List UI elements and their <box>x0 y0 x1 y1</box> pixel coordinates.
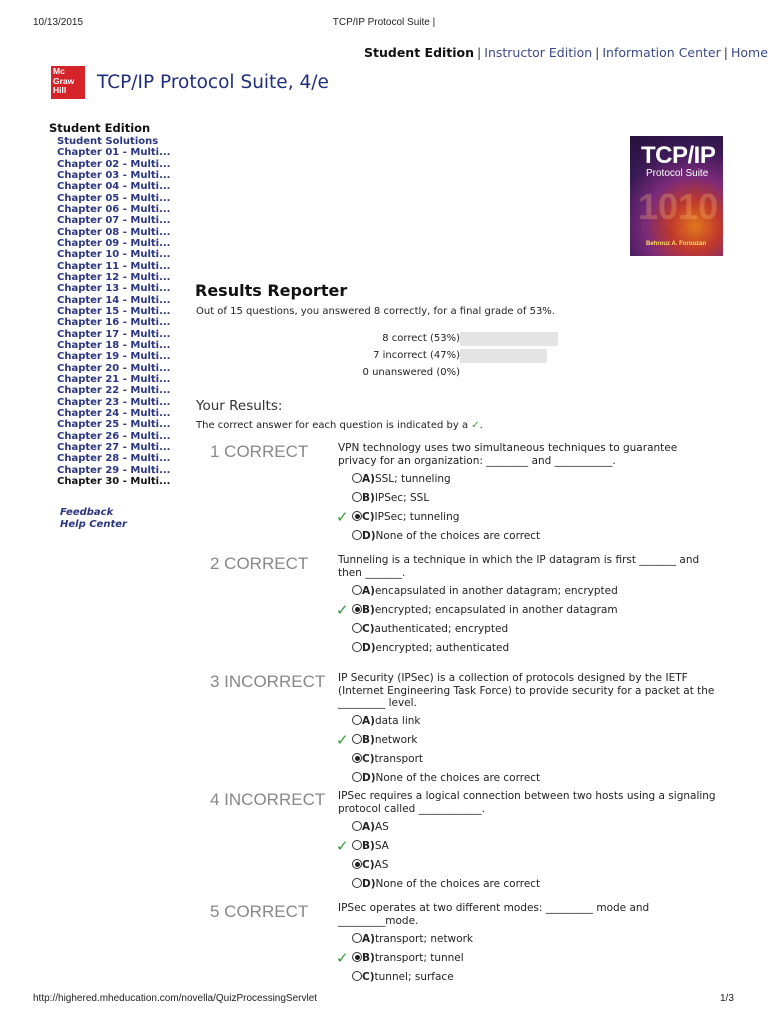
radio-button[interactable] <box>352 859 362 869</box>
question-text: IPSec operates at two different modes: _________ mode and _________mode. <box>338 902 650 927</box>
option-text: AS <box>374 821 389 833</box>
radio-button[interactable] <box>352 840 362 850</box>
print-title: TCP/IP Protocol Suite | <box>332 17 436 28</box>
sidebar-item-chapter-08[interactable]: Chapter 08 - Multi... <box>57 226 171 238</box>
correct-answer-legend: The correct answer for each question is indicated by a ✓. <box>196 420 483 431</box>
sidebar-item-chapter-25[interactable]: Chapter 25 - Multi... <box>57 419 171 431</box>
option-text: SA <box>374 840 389 852</box>
answer-option <box>352 492 429 504</box>
option-letter: D) <box>362 530 376 542</box>
option-letter: D) <box>362 878 376 890</box>
answer-option <box>352 623 508 635</box>
radio-button[interactable] <box>352 821 362 831</box>
option-letter: A) <box>362 821 375 833</box>
sidebar-item-chapter-23[interactable]: Chapter 23 - Multi... <box>57 396 171 408</box>
radio-button[interactable] <box>352 623 362 633</box>
sidebar-item-chapter-17[interactable]: Chapter 17 - Multi... <box>57 328 171 340</box>
print-date: 10/13/2015 <box>33 17 84 28</box>
answer-option <box>352 585 618 597</box>
answer-option <box>352 772 540 784</box>
correct-count: 8 correct (53%) <box>382 333 460 344</box>
answer-option <box>352 642 509 654</box>
book-cover-subtitle: Protocol Suite <box>646 168 709 179</box>
sidebar-edition-heading: Student Edition <box>49 121 151 135</box>
logo-line-3: Hill <box>53 85 67 95</box>
option-text: None of the choices are correct <box>375 772 541 784</box>
sidebar-item-chapter-05[interactable]: Chapter 05 - Multi... <box>57 192 171 204</box>
sidebar-item-chapter-11[interactable]: Chapter 11 - Multi... <box>57 260 171 272</box>
sidebar-item-chapter-02[interactable]: Chapter 02 - Multi... <box>57 158 171 170</box>
book-cover-image <box>630 136 723 256</box>
sidebar-item-chapter-28[interactable]: Chapter 28 - Multi... <box>57 453 171 465</box>
print-url: http://highered.mheducation.com/novella/QuizProcessingServlet <box>33 993 318 1004</box>
incorrect-bar <box>460 349 547 363</box>
sidebar-item-chapter-14[interactable]: Chapter 14 - Multi... <box>57 294 171 306</box>
sidebar-item-chapter-19[interactable]: Chapter 19 - Multi... <box>57 351 171 363</box>
option-text: None of the choices are correct <box>375 530 541 542</box>
mcgraw-hill-logo[interactable] <box>51 66 85 99</box>
question-status: 1 CORRECT <box>210 442 309 461</box>
chapter-list <box>49 147 179 487</box>
radio-button[interactable] <box>352 772 362 782</box>
sidebar-item-chapter-18[interactable]: Chapter 18 - Multi... <box>57 339 171 351</box>
radio-button[interactable] <box>352 473 362 483</box>
correct-answer-checkmark-icon: ✓ <box>336 949 349 967</box>
unanswered-count: 0 unanswered (0%) <box>362 367 460 378</box>
option-letter: C) <box>362 971 375 983</box>
your-results-heading: Your Results: <box>196 398 283 414</box>
print-page-number: 1/3 <box>720 993 734 1004</box>
option-letter: A) <box>362 585 375 597</box>
sidebar-item-chapter-07[interactable]: Chapter 07 - Multi... <box>57 215 171 227</box>
sidebar-item-chapter-04[interactable]: Chapter 04 - Multi... <box>57 181 171 193</box>
option-text: transport; tunnel <box>374 952 464 964</box>
option-text: tunnel; surface <box>374 971 454 983</box>
radio-button[interactable] <box>352 878 362 888</box>
sidebar-item-chapter-16[interactable]: Chapter 16 - Multi... <box>57 317 171 329</box>
option-letter: C) <box>362 623 375 635</box>
option-letter: B) <box>362 492 375 504</box>
sidebar-item-chapter-15[interactable]: Chapter 15 - Multi... <box>57 306 171 317</box>
logo-line-1: Mc <box>53 66 65 76</box>
option-letter: B) <box>362 952 375 964</box>
sidebar-item-chapter-01[interactable]: Chapter 01 - Multi... <box>57 147 171 159</box>
option-text: transport <box>374 753 424 765</box>
correct-answer-checkmark-icon: ✓ <box>336 837 349 855</box>
answer-option <box>352 840 389 852</box>
sidebar-item-chapter-22[interactable]: Chapter 22 - Multi... <box>57 385 171 397</box>
option-letter: A) <box>362 473 375 485</box>
sidebar-item-chapter-27[interactable]: Chapter 27 - Multi... <box>57 441 171 453</box>
option-letter: C) <box>362 511 375 523</box>
radio-button[interactable] <box>352 734 362 744</box>
sidebar-item-feedback[interactable]: Feedback <box>60 507 114 519</box>
radio-button[interactable] <box>352 933 362 943</box>
checkmark-icon: ✓ <box>471 420 480 431</box>
sidebar-item-chapter-29[interactable]: Chapter 29 - Multi... <box>57 464 171 476</box>
sidebar-item-chapter-06[interactable]: Chapter 06 - Multi... <box>57 204 171 216</box>
sidebar-item-chapter-21[interactable]: Chapter 21 - Multi... <box>57 373 171 385</box>
option-letter: C) <box>362 753 375 765</box>
option-letter: D) <box>362 642 376 654</box>
incorrect-count: 7 incorrect (47%) <box>373 350 460 361</box>
question-text: IPSec requires a logical connection between two hosts using a signaling protocol called ____________. <box>338 790 716 815</box>
answer-option <box>352 859 388 871</box>
option-text: IPSec; SSL <box>374 492 430 504</box>
radio-button[interactable] <box>352 642 362 652</box>
sidebar-item-help-center[interactable]: Help Center <box>60 519 127 531</box>
radio-button[interactable] <box>352 604 362 614</box>
answer-option <box>352 511 459 523</box>
option-letter: B) <box>362 734 375 746</box>
option-text: transport; network <box>374 933 473 945</box>
sidebar-item-chapter-03[interactable]: Chapter 03 - Multi... <box>57 170 171 182</box>
question-status: 5 CORRECT <box>210 902 309 921</box>
option-text: encrypted; encapsulated in another datagram <box>374 604 618 616</box>
book-cover-title: TCP/IP <box>641 142 716 169</box>
sidebar-item-student-solutions[interactable]: Student Solutions <box>57 136 159 147</box>
answer-option <box>352 604 618 616</box>
nav-information-center[interactable]: Information Center <box>602 45 721 60</box>
sidebar-item-chapter-20[interactable]: Chapter 20 - Multi... <box>57 362 171 374</box>
option-text: network <box>374 734 418 746</box>
option-letter: A) <box>362 933 375 945</box>
answer-option <box>352 473 451 485</box>
sidebar-item-chapter-26[interactable]: Chapter 26 - Multi... <box>57 430 171 442</box>
question-status: 4 INCORRECT <box>210 790 326 809</box>
option-text: SSL; tunneling <box>374 473 451 485</box>
answer-option <box>352 821 389 833</box>
option-letter: A) <box>362 715 375 727</box>
nav-instructor-edition[interactable]: Instructor Edition <box>484 45 593 60</box>
radio-button[interactable] <box>352 952 362 962</box>
radio-button[interactable] <box>352 492 362 502</box>
radio-button[interactable] <box>352 585 362 595</box>
radio-button[interactable] <box>352 715 362 725</box>
answer-option <box>352 734 417 746</box>
nav-home[interactable]: Home <box>730 45 768 60</box>
sidebar <box>49 121 179 531</box>
logo-line-2: Graw <box>53 75 75 86</box>
answer-option <box>352 878 540 890</box>
correct-answer-checkmark-icon: ✓ <box>336 731 349 749</box>
sidebar-item-chapter-13[interactable]: Chapter 13 - Multi... <box>57 283 171 295</box>
radio-button[interactable] <box>352 971 362 981</box>
question-text: IP Security (IPSec) is a collection of protocols designed by the IETF (Internet Engineering Task Force) to provide security for a packet at the _________ level. <box>338 672 715 709</box>
answer-option <box>352 933 473 945</box>
answer-option <box>352 952 464 964</box>
option-letter: C) <box>362 859 375 871</box>
question-status: 3 INCORRECT <box>210 672 326 691</box>
sidebar-item-chapter-24[interactable]: Chapter 24 - Multi... <box>57 407 171 419</box>
radio-button[interactable] <box>352 753 362 763</box>
correct-bar <box>460 332 558 346</box>
results-title: Results Reporter <box>195 281 348 300</box>
site-title: TCP/IP Protocol Suite, 4/e <box>97 72 329 93</box>
option-letter: B) <box>362 840 375 852</box>
answer-option <box>352 753 423 765</box>
answer-option <box>352 715 421 727</box>
option-letter: B) <box>362 604 375 616</box>
question-text: Tunneling is a technique in which the IP datagram is first _______ and then _______. <box>338 554 700 579</box>
option-text: encrypted; authenticated <box>375 642 510 654</box>
option-letter: D) <box>362 772 376 784</box>
answer-option <box>352 971 454 983</box>
option-text: IPSec; tunneling <box>374 511 460 523</box>
sidebar-item-chapter-09[interactable]: Chapter 09 - Multi... <box>57 238 171 250</box>
legend-text: The correct answer for each question is indicated by a <box>196 420 469 431</box>
option-text: encapsulated in another datagram; encrypted <box>374 585 618 597</box>
option-text: authenticated; encrypted <box>374 623 509 635</box>
sidebar-item-chapter-30[interactable]: Chapter 30 - Multi... <box>57 475 171 487</box>
option-text: None of the choices are correct <box>375 878 541 890</box>
book-cover-decoration: 1010 <box>638 186 719 227</box>
sidebar-item-chapter-12[interactable]: Chapter 12 - Multi... <box>57 272 171 284</box>
option-text: AS <box>374 859 389 871</box>
results-summary: Out of 15 questions, you answered 8 correctly, for a final grade of 53%. <box>196 306 555 317</box>
question-text: VPN technology uses two simultaneous techniques to guarantee privacy for an organization: ________ and ___________. <box>338 442 678 467</box>
sidebar-item-chapter-10[interactable]: Chapter 10 - Multi... <box>57 249 171 261</box>
option-text: data link <box>374 715 421 727</box>
answer-option <box>352 530 540 542</box>
question-status: 2 CORRECT <box>210 554 309 573</box>
radio-button[interactable] <box>352 511 362 521</box>
nav-student-edition[interactable]: Student Edition <box>364 45 475 60</box>
correct-answer-checkmark-icon: ✓ <box>336 508 349 526</box>
radio-button[interactable] <box>352 530 362 540</box>
correct-answer-checkmark-icon: ✓ <box>336 601 349 619</box>
book-cover-author: Behrouz A. Forouzan <box>646 241 707 247</box>
top-navigation: Student Edition | Instructor Edition | Information Center | Home <box>364 45 768 60</box>
